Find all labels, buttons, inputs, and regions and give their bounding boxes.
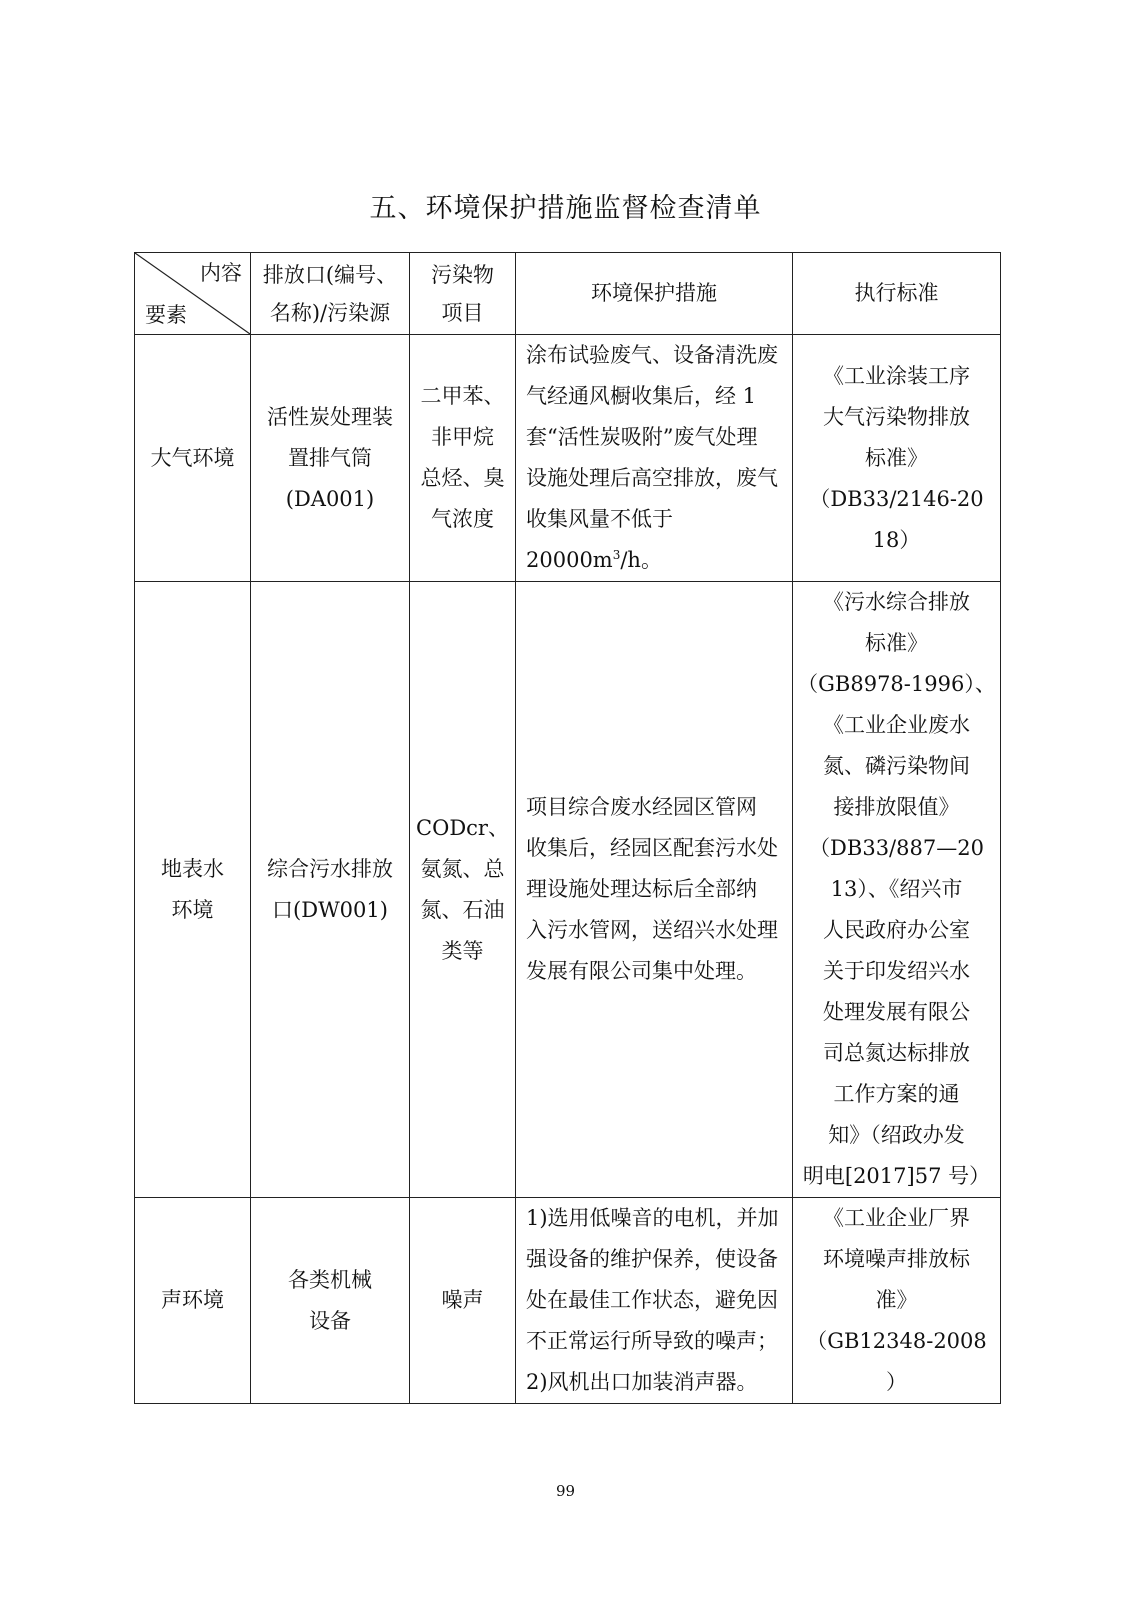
row-air-element: 大气环境: [135, 335, 251, 582]
header-pollutant: 污染物 项目: [410, 253, 516, 335]
table-row: [135, 1198, 1001, 1404]
header-standard: 执行标准: [793, 253, 1001, 335]
header-measures: 环境保护措施: [516, 253, 793, 335]
page-title: 五、环境保护措施监督检查清单: [369, 193, 762, 224]
checklist-table: [134, 252, 1001, 1404]
header-element-label: 要素: [145, 303, 187, 327]
row-water-measures: 项目综合废水经园区管网 收集后，经园区配套污水处 理设施处理达标后全部纳 入污水管网，送绍兴水处理 发展有限公司集中处理。: [516, 582, 793, 1198]
row-air-measures: 涂布试验废气、设备清洗废 气经通风橱收集后，经 1 套“活性炭吸附”废气处理 设施处理后高空排放，废气 收集风量不低于 $20000m^3/h$。: [516, 335, 793, 582]
header-diagonal-cell: [135, 253, 251, 335]
table-row: [135, 582, 1001, 1198]
row-noise-element: 声环境: [135, 1198, 251, 1404]
row-noise-measures: 1)选用低噪音的电机，并加 强设备的维护保养，使设备 处在最佳工作状态，避免因 不正常运行所导致的噪声； 2)风机出口加装消声器。: [516, 1198, 793, 1404]
row-air-pollutant: 二甲苯、 非甲烷 总烃、臭 气浓度: [410, 335, 516, 582]
row-water-standard: 《污水综合排放 标准》 （GB8978-1996）、 《工业企业废水 氮、磷污染物间 接排放限值》 （DB33/887—20 13）、《绍兴市 人民政府办公室 关于印发绍兴水 处理发展有限公 司总氮达标排放 工作方案的通 知》（绍政办发 明电[2017]57 号）: [793, 582, 1001, 1198]
header-content-label: 内容: [200, 261, 242, 285]
row-water-outlet: 综合污水排放 口(DW001): [251, 582, 410, 1198]
row-noise-pollutant: 噪声: [410, 1198, 516, 1404]
page-number: 99: [555, 1482, 576, 1500]
row-noise-standard: 《工业企业厂界 环境噪声排放标 准》 （GB12348-2008 ）: [793, 1198, 1001, 1404]
row-air-standard: 《工业涂装工序 大气污染物排放 标准》 （DB33/2146-20 18）: [793, 335, 1001, 582]
row-water-pollutant: CODcr、 氨氮、总 氮、石油 类等: [410, 582, 516, 1198]
header-outlet: 排放口(编号、 名称)/污染源: [251, 253, 410, 335]
table-header-row: [135, 253, 1001, 335]
row-air-outlet: 活性炭处理装 置排气筒 (DA001): [251, 335, 410, 582]
row-noise-outlet: 各类机械 设备: [251, 1198, 410, 1404]
air-flow-rate: $20000m^3/h$。: [526, 548, 662, 572]
table-row: [135, 335, 1001, 582]
row-water-element: 地表水 环境: [135, 582, 251, 1198]
